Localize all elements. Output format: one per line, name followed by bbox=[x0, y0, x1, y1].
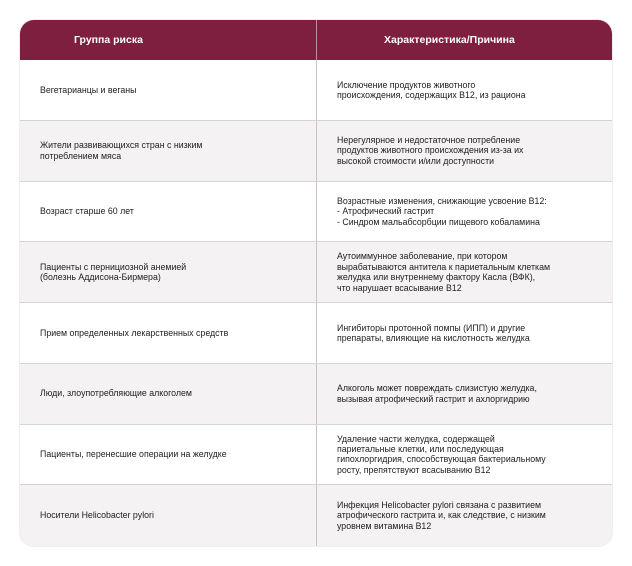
risk-group-cell: Вегетарианцы и веганы bbox=[40, 84, 137, 95]
table-row bbox=[20, 425, 612, 486]
header-characteristic: Характеристика/Причина bbox=[316, 20, 612, 60]
reason-cell: Исключение продуктов животного происхождения, содержащих B12, из рациона bbox=[316, 60, 612, 120]
reason-cell: Аутоиммунное заболевание, при котором вырабатываются антитела к париетальным клеткам желудка или внутреннему фактору Касла (ВФК), что нарушает всасывание B12 bbox=[316, 242, 612, 302]
reason-cell: Алкоголь может повреждать слизистую желудка, вызывая атрофический гастрит и ахлоргидрию bbox=[316, 364, 612, 424]
risk-table bbox=[20, 20, 612, 546]
table-row bbox=[20, 121, 612, 182]
table-row bbox=[20, 182, 612, 243]
risk-group-cell: Возраст старше 60 лет bbox=[40, 206, 134, 217]
table-row bbox=[20, 364, 612, 425]
table-row bbox=[20, 60, 612, 121]
risk-group-cell: Люди, злоупотребляющие алкоголем bbox=[40, 388, 192, 399]
risk-group-cell: Жители развивающихся стран с низким потреблением мяса bbox=[40, 140, 203, 161]
risk-group-cell: Пациенты, перенесшие операции на желудке bbox=[40, 449, 227, 460]
header-risk-group: Группа риска bbox=[74, 34, 143, 46]
reason-cell: Инфекция Helicobacter pylori связана с развитием атрофического гастрита и, как следствие, с низким уровнем витамина B12 bbox=[316, 485, 612, 546]
table-row bbox=[20, 303, 612, 364]
table-header bbox=[20, 20, 612, 60]
reason-cell: Нерегулярное и недостаточное потребление продуктов животного происхождения из-за их высокой стоимости и/или доступности bbox=[316, 121, 612, 181]
reason-cell: Удаление части желудка, содержащей париетальные клетки, или последующая гипохлоргидрия, способствующая бактериальному росту, препятствуют всасыванию B12 bbox=[316, 425, 612, 485]
risk-group-cell: Пациенты с пернициозной анемией (болезнь Аддисона-Бирмера) bbox=[40, 261, 187, 283]
table-row bbox=[20, 485, 612, 546]
reason-cell: Ингибиторы протонной помпы (ИПП) и другие препараты, влияющие на кислотность желудка bbox=[316, 303, 612, 363]
table-row bbox=[20, 242, 612, 303]
risk-group-cell: Прием определенных лекарственных средств bbox=[40, 327, 229, 338]
risk-group-cell: Носители Helicobacter pylori bbox=[40, 510, 154, 521]
reason-cell: Возрастные изменения, снижающие усвоение B12: - Атрофический гастрит - Синдром мальабсорбции пищевого кобаламина bbox=[316, 182, 612, 242]
